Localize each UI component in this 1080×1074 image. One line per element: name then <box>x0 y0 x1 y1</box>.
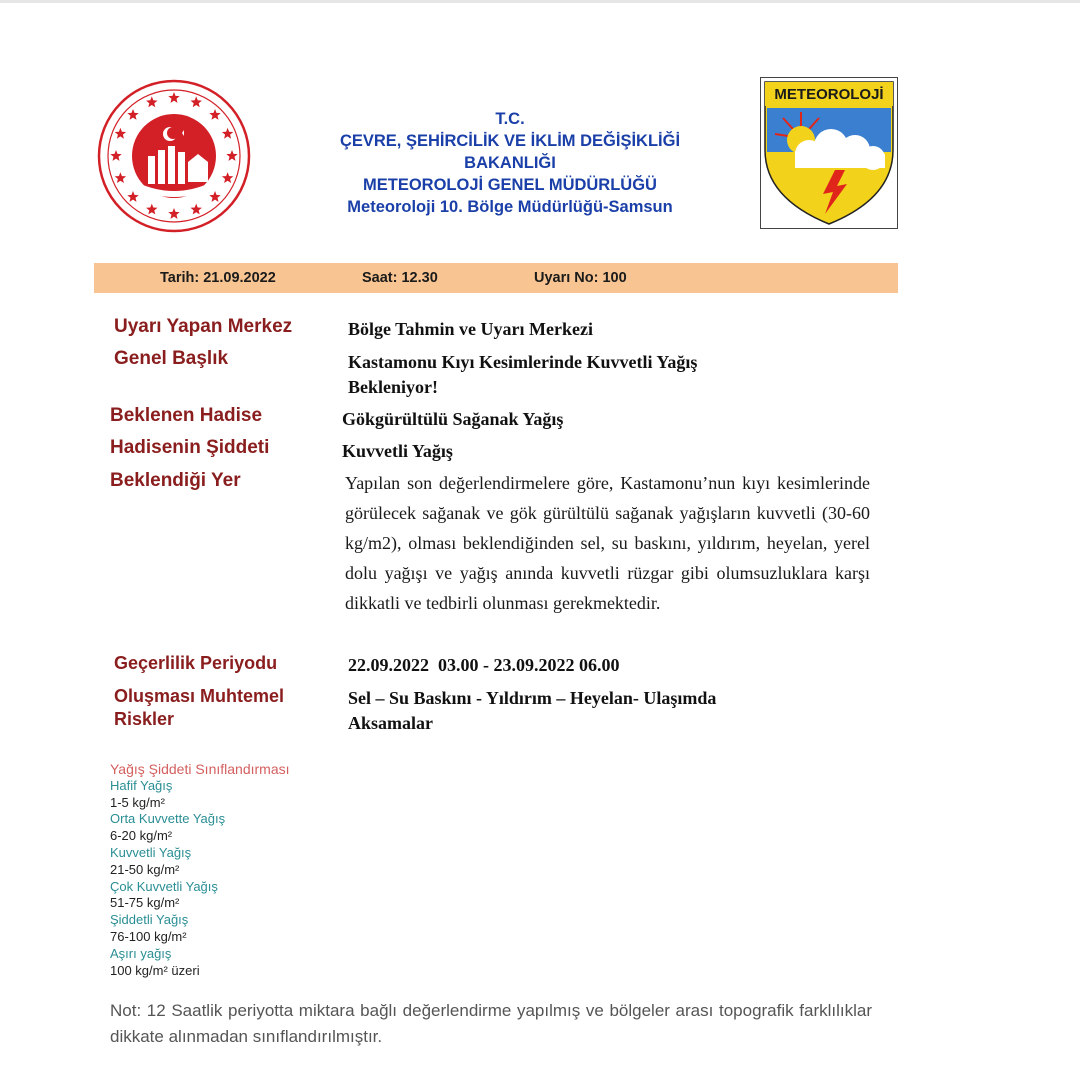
class-range: 76-100 kg/m² <box>110 928 187 944</box>
emblem-star <box>127 191 138 202</box>
class-name: Kuvvetli Yağış <box>110 844 192 860</box>
label-center: Uyarı Yapan Merkez <box>114 316 293 337</box>
header-ministry: ÇEVRE, ŞEHİRCİLİK VE İKLİM DEĞİŞİKLİĞİ <box>339 132 681 150</box>
header-ministry-2: BAKANLIĞI <box>464 154 556 172</box>
class-name: Hafif Yağış <box>110 777 173 793</box>
header-regional: Meteoroloji 10. Bölge Müdürlüğü-Samsun <box>347 198 673 216</box>
warning-date: Tarih: 21.09.2022 <box>160 270 276 286</box>
emblem-star <box>226 150 237 161</box>
label-headline: Genel Başlık <box>114 348 229 369</box>
class-range: 100 kg/m² üzeri <box>110 962 200 978</box>
warning-info-band <box>94 263 898 293</box>
value-severity: Kuvvetli Yağış <box>342 441 453 461</box>
class-range: 1-5 kg/m² <box>110 794 165 810</box>
class-range: 51-75 kg/m² <box>110 895 180 911</box>
value-headline-line1: Kastamonu Kıyı Kesimlerinde Kuvvetli Yağış <box>348 352 698 372</box>
classification-title: Yağış Şiddeti Sınıflandırması <box>110 761 290 777</box>
label-location: Beklendiği Yer <box>110 470 241 491</box>
label-validity: Geçerlilik Periyodu <box>114 653 278 673</box>
value-risks-line2: Aksamalar <box>348 713 433 733</box>
emblem-star <box>209 191 220 202</box>
value-headline-line2: Bekleniyor! <box>348 377 438 397</box>
label-risks-line2: Riskler <box>114 709 175 729</box>
emblem-star <box>127 109 138 120</box>
class-name: Aşırı yağış <box>110 945 172 961</box>
emblem-star <box>191 96 202 107</box>
emblem-star <box>191 204 202 215</box>
header-directorate: METEOROLOJİ GENEL MÜDÜRLÜĞÜ <box>363 176 657 194</box>
top-border <box>0 0 1080 3</box>
class-name: Şiddetli Yağış <box>110 912 189 928</box>
class-range: 21-50 kg/m² <box>110 861 180 877</box>
logo-text: METEOROLOJİ <box>774 86 884 103</box>
value-risks-line1: Sel – Su Baskını - Yıldırım – Heyelan- Ulaşımda <box>348 688 717 708</box>
footnote: Not: 12 Saatlik periyotta miktara bağlı değerlendirme yapılmış ve bölgeler arası topografik farklılıklar dikkate alınmadan sınıflandırılmıştır. <box>110 1001 872 1046</box>
emblem-star <box>222 172 233 183</box>
warning-time: Saat: 12.30 <box>362 270 438 286</box>
emblem-star <box>115 172 126 183</box>
meteoroloji-logo <box>760 77 898 229</box>
emblem-star <box>115 128 126 139</box>
class-range: 6-20 kg/m² <box>110 828 173 844</box>
label-severity: Hadisenin Şiddeti <box>110 437 270 458</box>
emblem-star <box>146 204 157 215</box>
emblem-star <box>168 92 179 103</box>
emblem-star <box>110 150 121 161</box>
label-risks-line1: Oluşması Muhtemel <box>114 686 285 706</box>
ministry-emblem <box>96 78 252 234</box>
warning-number: Uyarı No: 100 <box>534 270 627 286</box>
value-location-text: Yapılan son değerlendirmelere göre, Kastamonu’nun kıyı kesimlerinde görülecek sağanak ve gök gürültülü sağanak yağışların kuvvetli (30-60 kg/m2), olması beklendiğinden sel, su baskını, yıldırım, heyelan, yerel dolu yağışı ve yağış anında kuvvetli rüzgar gibi olumsuzluklara karşı dikkatli ve tedbirli olunması gerekmektedir. <box>345 473 870 613</box>
value-center: Bölge Tahmin ve Uyarı Merkezi <box>348 319 593 339</box>
emblem-star <box>222 128 233 139</box>
class-name: Orta Kuvvette Yağış <box>110 811 226 827</box>
emblem-star <box>146 96 157 107</box>
class-name: Çok Kuvvetli Yağış <box>110 878 218 894</box>
emblem-star <box>168 208 179 219</box>
rain-classification <box>110 761 290 979</box>
label-event: Beklenen Hadise <box>110 405 263 426</box>
emblem-star <box>209 109 220 120</box>
header-tc: T.C. <box>495 110 525 128</box>
header-block <box>300 108 720 218</box>
value-validity: 22.09.2022 03.00 - 23.09.2022 06.00 <box>348 655 620 675</box>
value-event: Gökgürültülü Sağanak Yağış <box>342 409 564 429</box>
